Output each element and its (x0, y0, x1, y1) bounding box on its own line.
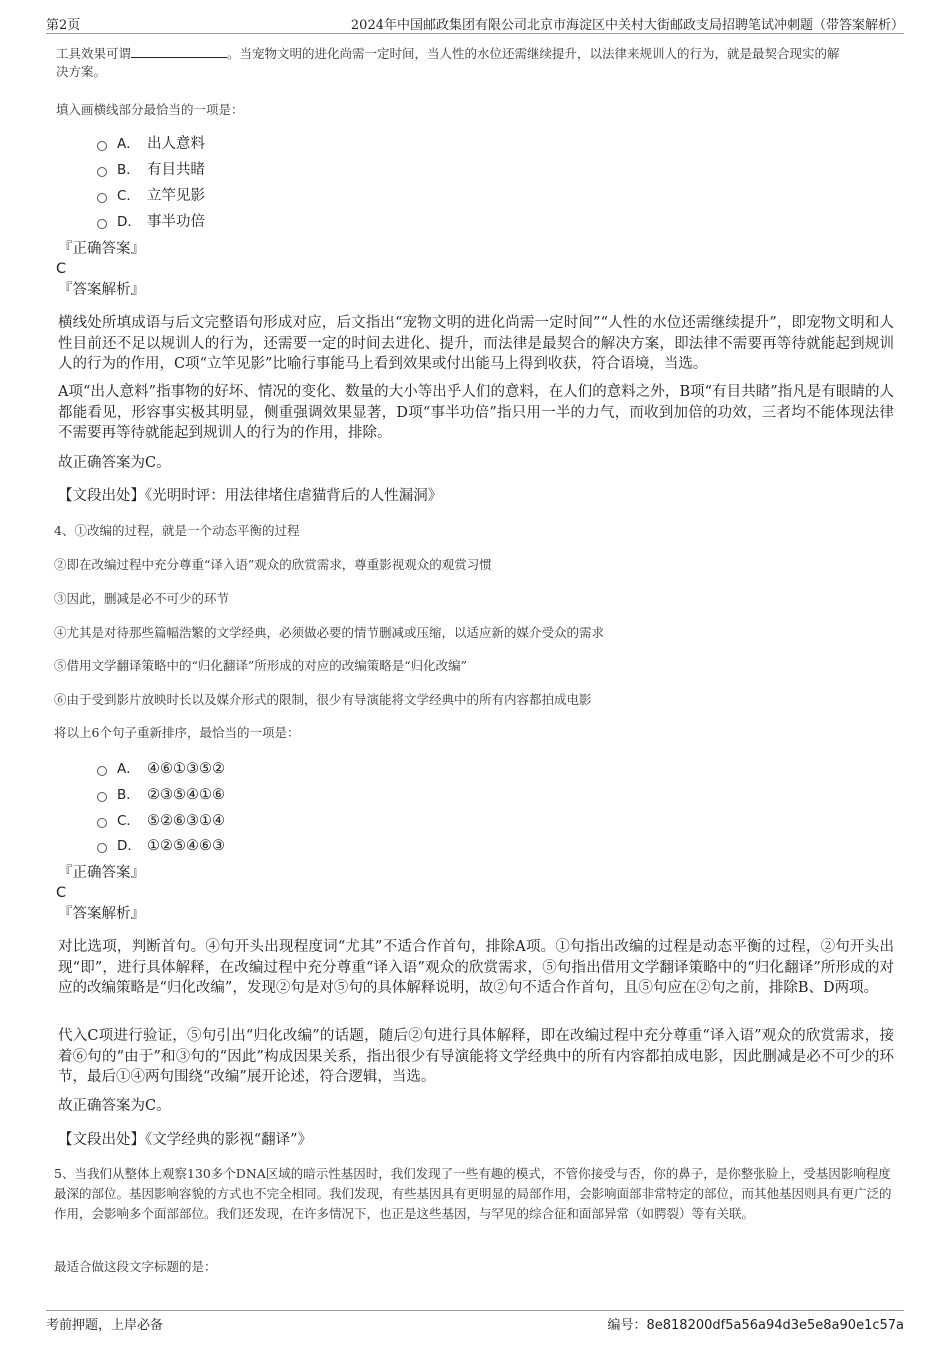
header-divider (46, 33, 904, 34)
footer-id-label: 编号： (607, 1318, 647, 1333)
radio-icon[interactable] (97, 193, 107, 203)
radio-icon[interactable] (97, 219, 107, 229)
radio-icon[interactable] (97, 141, 107, 151)
q3-option-d[interactable] (97, 212, 205, 232)
radio-icon[interactable] (97, 818, 107, 828)
q3-answer-label: 『正确答案』 (58, 241, 145, 257)
q4-prompt: 将以上6个句子重新排序，最恰当的一项是： (54, 725, 300, 740)
option-letter: B． (117, 787, 140, 803)
q3-analysis-paragraph-3: 故正确答案为C。 (58, 455, 171, 471)
q3-prompt: 填入画横线部分最恰当的一项是： (56, 102, 244, 117)
footer-slogan: 考前押题，上岸必备 (46, 1318, 164, 1333)
radio-icon[interactable] (97, 766, 107, 776)
option-text: ②③⑤④①⑥ (147, 787, 225, 803)
option-letter: D． (117, 838, 141, 854)
q3-option-a[interactable] (97, 134, 205, 154)
q3-stem (56, 45, 904, 81)
q4-option-d[interactable] (97, 836, 225, 856)
q4-answer: C (56, 885, 67, 901)
q3-source: 【文段出处】《光明时评：用法律堵住虐猫背后的人性漏洞》 (58, 488, 443, 504)
q4-option-a[interactable] (97, 759, 225, 779)
q3-analysis-paragraph-2: A项“出人意料”指事物的好坏、情况的变化、数量的大小等出乎人们的意料，在人们的意料之外，B项“有目共睹”指凡是有眼睛的人都能看见，形容事实极其明显，侧重强调效果显著，D项“事半功倍”指只用一半的力气，而收到加倍的功效，三者均不能体现法律不需要再等待就能起到规训人的行为的作用，排除。 (58, 384, 894, 441)
q4-line-6: ⑥由于受到影片放映时长以及媒介形式的限制，很少有导演能将文学经典中的所有内容都拍成电影 (54, 692, 592, 707)
option-letter: C． (117, 813, 140, 829)
radio-icon[interactable] (97, 167, 107, 177)
q4-line-2: ②即在改编过程中充分尊重“译入语”观众的欣赏需求，尊重影视观众的观赏习惯 (54, 557, 492, 572)
q5-stem: 5、当我们从整体上观察130多个DNA区域的暗示性基因时，我们发现了一些有趣的模式，不管你接受与否，你的鼻子，是你整张脸上，受基因影响程度最深的部位。基因影响容貌的方式也不完全相同。我们发现，有些基因具有更明显的局部作用，会影响面部非常特定的部位，而其他基因则具有更广泛的作用，会影响多个面部部位。我们还发现，在许多情况下，也正是这些基因，与罕见的综合征和面部异常（如腭裂）等有关联。 (54, 1166, 892, 1221)
q3-answer: C (56, 261, 67, 277)
option-letter: A． (117, 136, 140, 152)
q3-stem-part3: 决方案。 (56, 64, 107, 79)
option-text: ⑤②⑥③①④ (147, 813, 225, 829)
q3-stem-part1: 工具效果可谓 (56, 46, 132, 61)
q4-analysis-paragraph-1: 对比选项，判断首句。④句开头出现程度词“尤其”不适合作首句，排除A项。①句指出改编的过程是动态平衡的过程，②句开头出现“即”，进行具体解释，在改编过程中充分尊重“译入语”观众的欣赏需求，⑤句指出借用文学翻译策略中的“归化翻译”所形成的对应的改编策略是“归化改编”，发现②句是对⑤句的具体解释说明，故②句不适合作首句，且⑤句应在②句之前，排除B、D两项。 (58, 939, 894, 996)
q4-option-b[interactable] (97, 785, 225, 805)
footer-divider (46, 1310, 904, 1311)
option-letter: B． (117, 162, 140, 178)
q3-option-b[interactable] (97, 160, 205, 180)
option-text: 有目共睹 (147, 162, 205, 178)
document-title: 2024年中国邮政集团有限公司北京市海淀区中关村大街邮政支局招聘笔试冲刺题（带答案解析） (350, 18, 904, 33)
q5-prompt: 最适合做这段文字标题的是： (54, 1259, 217, 1274)
q3-option-c[interactable] (97, 186, 205, 206)
page-header (0, 0, 950, 36)
q4-option-c[interactable] (97, 811, 225, 831)
fill-blank (131, 47, 227, 58)
radio-icon[interactable] (97, 843, 107, 853)
q4-line-5: ⑤借用文学翻译策略中的“归化翻译”所形成的对应的改编策略是“归化改编” (54, 658, 468, 673)
footer-id-code: 8e818200df5a56a94d3e5e8a90e1c57a (646, 1318, 904, 1333)
q4-analysis-label: 『答案解析』 (58, 906, 145, 922)
q4-line-4: ④尤其是对待那些篇幅浩繁的文学经典，必须做必要的情节删减或压缩，以适应新的媒介受众的需求 (54, 625, 605, 640)
radio-icon[interactable] (97, 792, 107, 802)
q3-analysis-paragraph-1: 横线处所填成语与后文完整语句形成对应，后文指出“宠物文明的进化尚需一定时间”“人性的水位还需继续提升”，即宠物文明和人性目前还不足以规训人的行为，还需要一定的时间去进化、提升，而法律是最契合的解决方案，即法律不需要再等待就能起到规训人的行为的作用，C项“立竿见影”比喻行事能马上看到效果或付出能马上得到收获，符合语境，当选。 (58, 315, 894, 372)
q4-line-1: 4、①改编的过程，就是一个动态平衡的过程 (54, 523, 300, 538)
option-text: 立竿见影 (147, 188, 205, 204)
option-letter: D． (117, 214, 141, 230)
q4-analysis-paragraph-2: 代入C项进行验证，⑤句引出“归化改编”的话题，随后②句进行具体解释，即在改编过程中充分尊重“译入语”观众的欣赏需求，接着⑥句的“由于”和③句的“因此”构成因果关系，指出很少有导演能将文学经典中的所有内容都拍成电影，因此删减是必不可少的环节，最后①④两句围绕“改编”展开论述，符合逻辑，当选。 (58, 1028, 894, 1085)
page-number: 第2页 (46, 18, 81, 33)
q3-analysis-label: 『答案解析』 (58, 282, 145, 298)
q4-source: 【文段出处】《文学经典的影视“翻译”》 (58, 1132, 313, 1148)
footer-id (607, 1314, 904, 1333)
q3-stem-part2: 。当宠物文明的进化尚需一定时间，当人性的水位还需继续提升，以法律来规训人的行为，就是最契合现实的解 (227, 46, 840, 61)
q4-analysis-paragraph-3: 故正确答案为C。 (58, 1098, 171, 1114)
option-text: 事半功倍 (147, 214, 205, 230)
option-text: ④⑥①③⑤② (147, 761, 225, 777)
option-text: 出人意料 (147, 136, 205, 152)
option-letter: C． (117, 188, 140, 204)
option-text: ①②⑤④⑥③ (147, 838, 225, 854)
q4-answer-label: 『正确答案』 (58, 865, 145, 881)
q4-line-3: ③因此，删减是必不可少的环节 (54, 591, 230, 606)
option-letter: A． (117, 761, 140, 777)
